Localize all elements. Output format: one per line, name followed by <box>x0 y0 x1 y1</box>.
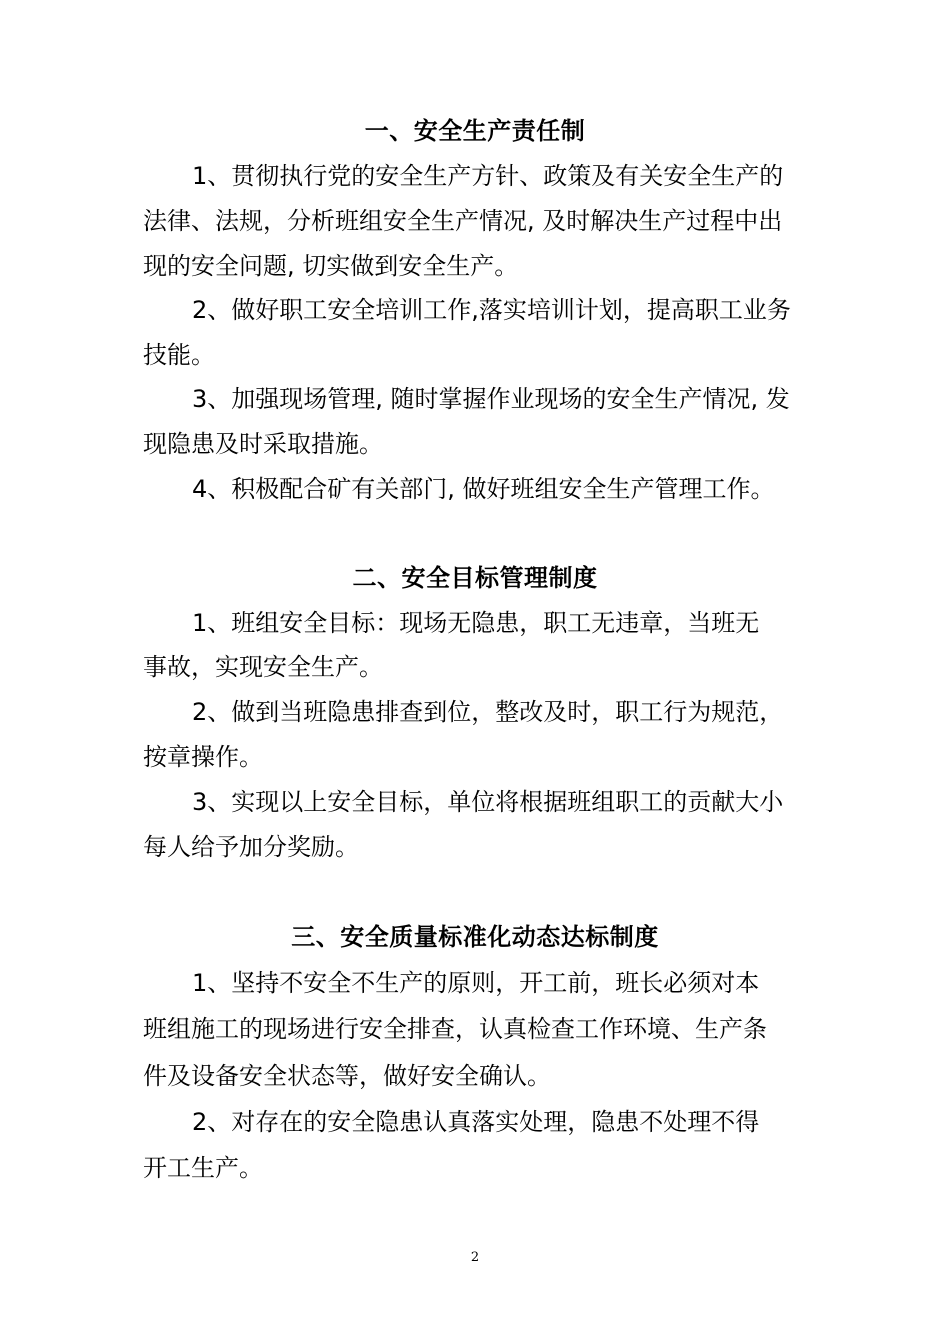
paragraph-line: 事故，实现安全生产。 <box>143 653 383 681</box>
paragraph-line: 班组施工的现场进行安全排查，认真检查工作环境、生产条 <box>143 1015 767 1043</box>
paragraph-line: 法律、法规，分析班组安全生产情况, 及时解决生产过程中出 <box>143 207 783 235</box>
section-heading: 三、安全质量标准化动态达标制度 <box>291 923 659 951</box>
paragraph-line: 开工生产。 <box>143 1154 263 1182</box>
paragraph-line: 3、加强现场管理, 随时掌握作业现场的安全生产情况, 发 <box>192 385 790 413</box>
paragraph-line: 按章操作。 <box>143 743 263 771</box>
section-heading: 二、安全目标管理制度 <box>352 564 598 592</box>
paragraph-line: 2、对存在的安全隐患认真落实处理，隐患不处理不得 <box>192 1108 760 1136</box>
paragraph-line: 每人给予加分奖励。 <box>143 833 359 861</box>
paragraph-line: 1、班组安全目标：现场无隐患，职工无违章，当班无 <box>192 609 760 637</box>
page-number: 2 <box>470 1250 480 1265</box>
paragraph-line: 1、贯彻执行党的安全生产方针、政策及有关安全生产的 <box>192 162 784 190</box>
paragraph-line: 1、坚持不安全不生产的原则，开工前，班长必须对本 <box>192 969 760 997</box>
paragraph-line: 2、做好职工安全培训工作,落实培训计划，提高职工业务 <box>192 296 791 324</box>
paragraph-line: 3、实现以上安全目标，单位将根据班组职工的贡献大小 <box>192 788 784 816</box>
paragraph-line: 4、积极配合矿有关部门, 做好班组安全生产管理工作。 <box>192 475 775 503</box>
paragraph-line: 现的安全问题, 切实做到安全生产。 <box>143 252 519 280</box>
paragraph-line: 2、做到当班隐患排查到位，整改及时，职工行为规范， <box>192 698 784 726</box>
paragraph-line: 现隐患及时采取措施。 <box>143 430 383 458</box>
section-heading: 一、安全生产责任制 <box>364 117 586 145</box>
paragraph-line: 技能。 <box>143 341 215 369</box>
paragraph-line: 件及设备安全状态等，做好安全确认。 <box>143 1062 551 1090</box>
